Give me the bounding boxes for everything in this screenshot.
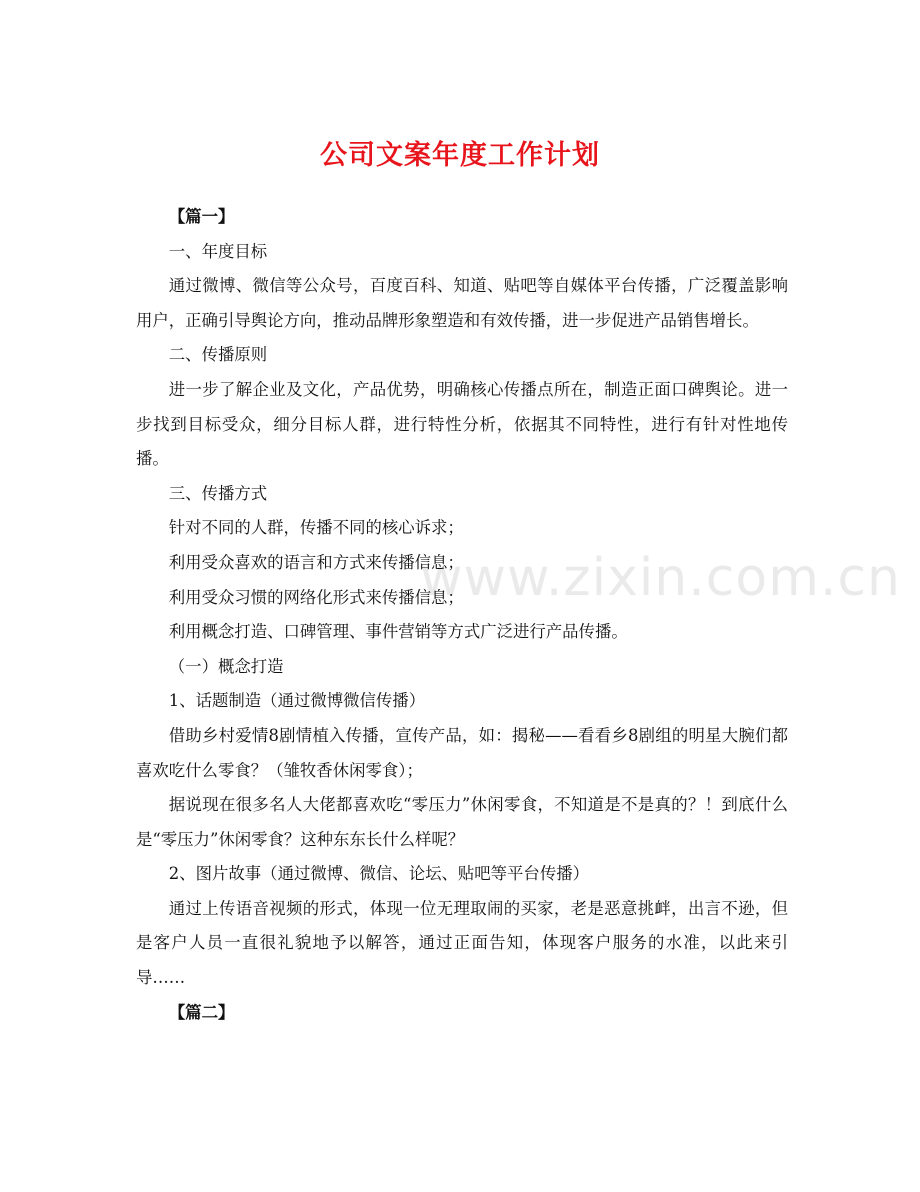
section-heading: 【篇一】 <box>168 207 235 226</box>
document-title: 公司文案年度工作计划 <box>320 140 600 172</box>
section-heading: 【篇二】 <box>168 1002 235 1022</box>
paragraph: 利用受众喜欢的语言和方式来传播信息； <box>168 552 464 572</box>
paragraph: 进一步了解企业及文化，产品优势，明确核心传播点所在，制造正面口碑舆论。进一步找到目标受众，细分目标人群，进行特性分析，依据其不同特性，进行有针对性地传播。 <box>136 379 788 469</box>
paragraph: 2、图片故事（通过微博、微信、论坛、贴吧等平台传播） <box>168 864 589 884</box>
paragraph: 1、话题制造（通过微博微信传播） <box>168 691 426 711</box>
paragraph: （一）概念打造 <box>168 656 284 676</box>
paragraph: 通过微博、微信等公众号，百度百科、知道、贴吧等自媒体平台传播，广泛覆盖影响用户，正确引导舆论方向，推动品牌形象塑造和有效传播，进一步促进产品销售增长。 <box>136 276 788 330</box>
paragraph: 利用受众习惯的网络化形式来传播信息； <box>168 587 464 607</box>
paragraph: 通过上传语音视频的形式，体现一位无理取闹的买家，老是恶意挑衅，出言不逊，但是客户人员一直很礼貌地予以解答，通过正面告知，体现客户服务的水准，以此来引导…… <box>136 898 788 988</box>
watermark: www.zixin.com.cn <box>420 548 901 608</box>
paragraph: 针对不同的人群，传播不同的核心诉求； <box>168 518 464 538</box>
paragraph: 借助乡村爱情8剧情植入传播，宣传产品，如：揭秘——看看乡8剧组的明星大腕们都喜欢吃什么零食？（雏牧香休闲零食）； <box>136 725 788 780</box>
paragraph: 据说现在很多名人大佬都喜欢吃“零压力”休闲零食，不知道是不是真的？！到底什么是“零压力”休闲零食？这种东东长什么样呢？ <box>136 795 788 849</box>
paragraph: 三、传播方式 <box>168 483 268 503</box>
paragraph: 一、年度目标 <box>168 241 268 261</box>
paragraph: 利用概念打造、口碑管理、事件营销等方式广泛进行产品传播。 <box>168 622 628 642</box>
document-body <box>136 200 788 1030</box>
paragraph: 二、传播原则 <box>168 345 268 365</box>
